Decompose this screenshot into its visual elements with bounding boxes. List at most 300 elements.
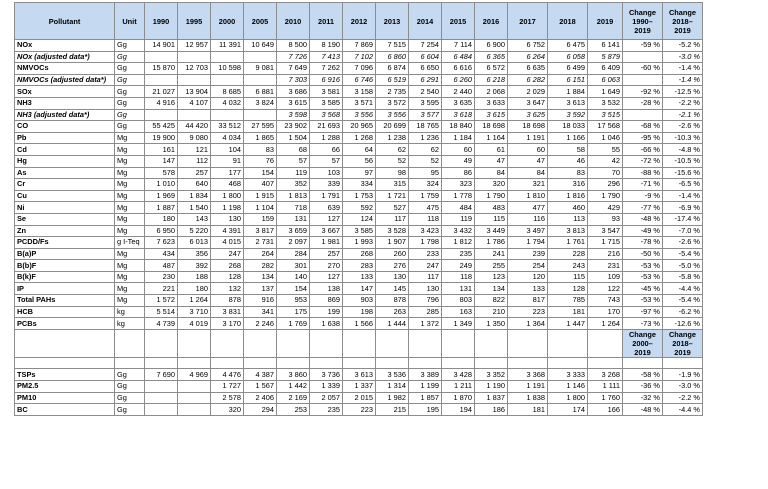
value-cell: 270: [310, 260, 343, 272]
value-cell: 10 598: [211, 63, 244, 75]
blank-cell: [409, 329, 442, 357]
value-cell: 255: [475, 260, 508, 272]
change-cell: -78 %: [623, 237, 663, 249]
value-cell: 1 444: [376, 318, 409, 330]
value-cell: 1 794: [508, 237, 548, 249]
table-row: [15, 260, 703, 272]
change-cell: -6.2 %: [663, 306, 703, 318]
value-cell: 592: [343, 202, 376, 214]
value-cell: 181: [548, 306, 588, 318]
value-cell: 2 246: [244, 318, 277, 330]
value-cell: 392: [178, 260, 211, 272]
value-cell: 13 904: [178, 86, 211, 98]
unit-cell: kg: [115, 306, 145, 318]
value-cell: 6 484: [442, 51, 475, 63]
value-cell: 282: [244, 260, 277, 272]
table-row: [15, 369, 703, 381]
unit-cell: Gg: [115, 86, 145, 98]
value-cell: 1 715: [588, 237, 623, 249]
value-cell: 8 685: [211, 86, 244, 98]
value-cell: 6 058: [548, 51, 588, 63]
value-cell: 953: [277, 295, 310, 307]
value-cell: 2 735: [376, 86, 409, 98]
value-cell: 10 649: [244, 40, 277, 52]
table-row: [15, 132, 703, 144]
unit-cell: Mg: [115, 202, 145, 214]
value-cell: 1 191: [508, 132, 548, 144]
header-change-2000-2019: Change 2000–2019: [623, 329, 663, 357]
value-cell: 6 572: [475, 63, 508, 75]
value-cell: 1 372: [409, 318, 442, 330]
table-row: [15, 86, 703, 98]
value-cell: 233: [409, 248, 442, 260]
blank-cell: [376, 329, 409, 357]
value-cell: 483: [475, 202, 508, 214]
change-cell: -5.8 %: [663, 271, 703, 283]
value-cell: 159: [244, 213, 277, 225]
change-cell: -5.0 %: [663, 260, 703, 272]
value-cell: 86: [442, 167, 475, 179]
value-cell: 4 107: [178, 97, 211, 109]
value-cell: 18 765: [409, 121, 442, 133]
value-cell: 6 141: [588, 40, 623, 52]
change-cell: -1.4 %: [663, 63, 703, 75]
value-cell: 55: [588, 144, 623, 156]
pollutant-cell: NOx (adjusted data*): [15, 51, 115, 63]
value-cell: 119: [442, 213, 475, 225]
value-cell: 285: [409, 306, 442, 318]
table-row: [15, 283, 703, 295]
value-cell: 235: [442, 248, 475, 260]
value-cell: 284: [277, 248, 310, 260]
blank-cell: [178, 329, 211, 357]
value-cell: 527: [376, 202, 409, 214]
value-cell: 15 870: [145, 63, 178, 75]
value-cell: 7 262: [310, 63, 343, 75]
value-cell: 2 440: [442, 86, 475, 98]
value-cell: 2 540: [409, 86, 442, 98]
value-cell: 9 081: [244, 63, 277, 75]
change-cell: -1.9 %: [663, 369, 703, 381]
table-row: [15, 225, 703, 237]
value-cell: 6 264: [508, 51, 548, 63]
change-cell: -6.9 %: [663, 202, 703, 214]
value-cell: 7 102: [343, 51, 376, 63]
value-cell: 130: [211, 213, 244, 225]
blank-cell: [211, 329, 244, 357]
change-cell: -49 %: [623, 225, 663, 237]
table-row: [15, 109, 703, 121]
value-cell: 4 034: [211, 132, 244, 144]
value-cell: 1 816: [548, 190, 588, 202]
value-cell: 55 425: [145, 121, 178, 133]
value-cell: [244, 109, 277, 121]
value-cell: 118: [442, 271, 475, 283]
value-cell: 1 447: [548, 318, 588, 330]
unit-cell: Mg: [115, 190, 145, 202]
header-year: 2018: [548, 3, 588, 40]
value-cell: 47: [508, 155, 548, 167]
pollutant-cell: Cd: [15, 144, 115, 156]
value-cell: 6 475: [548, 40, 588, 52]
value-cell: 6 499: [548, 63, 588, 75]
value-cell: 3 710: [178, 306, 211, 318]
value-cell: 112: [178, 155, 211, 167]
value-cell: 253: [277, 404, 310, 416]
value-cell: 177: [211, 167, 244, 179]
pollutant-cell: IP: [15, 283, 115, 295]
value-cell: 223: [508, 306, 548, 318]
value-cell: 260: [376, 248, 409, 260]
blank-cell: [623, 357, 663, 369]
value-cell: 1 442: [277, 381, 310, 393]
value-cell: 1 111: [588, 381, 623, 393]
value-cell: 216: [588, 248, 623, 260]
value-cell: 1 993: [343, 237, 376, 249]
value-cell: 1 791: [310, 190, 343, 202]
table-row: [15, 74, 703, 86]
value-cell: 6 881: [244, 86, 277, 98]
value-cell: 3 595: [409, 97, 442, 109]
pollutant-cell: Se: [15, 213, 115, 225]
header-year: 2000: [211, 3, 244, 40]
value-cell: 137: [244, 283, 277, 295]
change-cell: -71 %: [623, 179, 663, 191]
change-cell: -5.4 %: [663, 248, 703, 260]
value-cell: 113: [548, 213, 588, 225]
value-cell: 1 567: [244, 381, 277, 393]
value-cell: 1 104: [244, 202, 277, 214]
value-cell: 7 096: [343, 63, 376, 75]
header-change-2018-2019: Change 2018–2019: [663, 329, 703, 357]
value-cell: 115: [475, 213, 508, 225]
value-cell: 83: [244, 144, 277, 156]
change-cell: -17.4 %: [663, 213, 703, 225]
pollutant-cell: B(b)F: [15, 260, 115, 272]
value-cell: 316: [548, 179, 588, 191]
value-cell: 61: [475, 144, 508, 156]
value-cell: 1 572: [145, 295, 178, 307]
value-cell: 3 860: [277, 369, 310, 381]
value-cell: 127: [310, 271, 343, 283]
value-cell: 1 837: [475, 392, 508, 404]
value-cell: 869: [310, 295, 343, 307]
change-cell: -73 %: [623, 318, 663, 330]
value-cell: 6 260: [442, 74, 475, 86]
change-cell: -2.2 %: [663, 97, 703, 109]
value-cell: 1 790: [475, 190, 508, 202]
value-cell: 6 916: [310, 74, 343, 86]
value-cell: 276: [376, 260, 409, 272]
value-cell: 1 769: [277, 318, 310, 330]
blank-cell: [115, 329, 145, 357]
value-cell: 263: [376, 306, 409, 318]
value-cell: 3 532: [588, 97, 623, 109]
value-cell: 268: [343, 248, 376, 260]
value-cell: 5 220: [178, 225, 211, 237]
value-cell: 1 190: [475, 381, 508, 393]
value-cell: 70: [588, 167, 623, 179]
value-cell: 6 860: [376, 51, 409, 63]
value-cell: 49: [442, 155, 475, 167]
value-cell: 407: [244, 179, 277, 191]
value-cell: 161: [145, 144, 178, 156]
value-cell: [145, 404, 178, 416]
unit-cell: Mg: [115, 283, 145, 295]
header-year: 2014: [409, 3, 442, 40]
value-cell: 1 364: [508, 318, 548, 330]
value-cell: 1 264: [178, 295, 211, 307]
value-cell: 3 581: [310, 86, 343, 98]
value-cell: 3 449: [475, 225, 508, 237]
value-cell: 429: [588, 202, 623, 214]
value-cell: 120: [508, 271, 548, 283]
value-cell: 6 950: [145, 225, 178, 237]
value-cell: 434: [145, 248, 178, 260]
value-cell: [244, 74, 277, 86]
value-cell: 20 965: [343, 121, 376, 133]
value-cell: 133: [343, 271, 376, 283]
table-row: [15, 144, 703, 156]
value-cell: 3 585: [310, 97, 343, 109]
value-cell: 6 519: [376, 74, 409, 86]
pollutant-cell: TSPs: [15, 369, 115, 381]
value-cell: 6 650: [409, 63, 442, 75]
value-cell: 817: [508, 295, 548, 307]
value-cell: 7 254: [409, 40, 442, 52]
value-cell: 93: [588, 213, 623, 225]
value-cell: 4 387: [244, 369, 277, 381]
blank-cell: [277, 357, 310, 369]
value-cell: 52: [409, 155, 442, 167]
value-cell: 122: [588, 283, 623, 295]
value-cell: 1 812: [442, 237, 475, 249]
value-cell: 194: [442, 404, 475, 416]
table-row: [15, 179, 703, 191]
pollutant-cell: As: [15, 167, 115, 179]
change-cell: -3.0 %: [663, 51, 703, 63]
table-row: [15, 306, 703, 318]
value-cell: 1 211: [442, 381, 475, 393]
value-cell: 11 391: [211, 40, 244, 52]
header-year: 2011: [310, 3, 343, 40]
value-cell: 803: [442, 295, 475, 307]
value-cell: 283: [343, 260, 376, 272]
value-cell: 1 865: [244, 132, 277, 144]
change-cell: -92 %: [623, 86, 663, 98]
value-cell: 57: [277, 155, 310, 167]
value-cell: 3 736: [310, 369, 343, 381]
pollutant-cell: Ni: [15, 202, 115, 214]
value-cell: 639: [310, 202, 343, 214]
value-cell: 98: [376, 167, 409, 179]
value-cell: 143: [178, 213, 211, 225]
value-cell: 174: [548, 404, 588, 416]
change-cell: -58 %: [623, 369, 663, 381]
value-cell: [178, 381, 211, 393]
value-cell: 116: [508, 213, 548, 225]
value-cell: 1 800: [211, 190, 244, 202]
unit-cell: Mg: [115, 248, 145, 260]
value-cell: 58: [548, 144, 588, 156]
value-cell: 134: [475, 283, 508, 295]
value-cell: 3 432: [442, 225, 475, 237]
value-cell: 47: [475, 155, 508, 167]
value-cell: 3 568: [310, 109, 343, 121]
value-cell: 1 813: [277, 190, 310, 202]
value-cell: [145, 51, 178, 63]
value-cell: 12 703: [178, 63, 211, 75]
unit-cell: Mg: [115, 271, 145, 283]
value-cell: 138: [310, 283, 343, 295]
value-cell: 3 613: [343, 369, 376, 381]
value-cell: 257: [178, 167, 211, 179]
value-cell: 140: [277, 271, 310, 283]
value-cell: 17 568: [588, 121, 623, 133]
value-cell: 1 915: [244, 190, 277, 202]
pollutant-cell: Cr: [15, 179, 115, 191]
value-cell: 1 810: [508, 190, 548, 202]
value-cell: 1 164: [475, 132, 508, 144]
value-cell: 57: [310, 155, 343, 167]
unit-cell: Gg: [115, 392, 145, 404]
value-cell: 1 761: [548, 237, 588, 249]
value-cell: 3 423: [409, 225, 442, 237]
value-cell: 6 409: [588, 63, 623, 75]
change-cell: -2.6 %: [663, 237, 703, 249]
value-cell: 315: [376, 179, 409, 191]
value-cell: 796: [409, 295, 442, 307]
unit-cell: Mg: [115, 295, 145, 307]
unit-cell: Mg: [115, 144, 145, 156]
header-year: 2015: [442, 3, 475, 40]
value-cell: 3 572: [376, 97, 409, 109]
change-cell: -2.2 %: [663, 392, 703, 404]
value-cell: 3 528: [376, 225, 409, 237]
value-cell: 230: [145, 271, 178, 283]
value-cell: 4 019: [178, 318, 211, 330]
unit-cell: Gg: [115, 121, 145, 133]
value-cell: 2 029: [508, 86, 548, 98]
change-cell: -12.5 %: [663, 86, 703, 98]
value-cell: 44 420: [178, 121, 211, 133]
value-cell: 1 166: [548, 132, 588, 144]
blank-cell: [475, 357, 508, 369]
pollutant-cell: NOx: [15, 40, 115, 52]
value-cell: 254: [508, 260, 548, 272]
blank-cell: [663, 357, 703, 369]
value-cell: 12 957: [178, 40, 211, 52]
value-cell: [145, 381, 178, 393]
value-cell: 1 760: [588, 392, 623, 404]
unit-cell: Gg: [115, 109, 145, 121]
change-cell: -88 %: [623, 167, 663, 179]
value-cell: 249: [442, 260, 475, 272]
change-cell: -77 %: [623, 202, 663, 214]
value-cell: 4 969: [178, 369, 211, 381]
change-cell: -66 %: [623, 144, 663, 156]
value-cell: 3 158: [343, 86, 376, 98]
value-cell: 91: [211, 155, 244, 167]
value-cell: 6 874: [376, 63, 409, 75]
value-cell: 2 068: [475, 86, 508, 98]
blank-cell: [409, 357, 442, 369]
value-cell: 18 698: [475, 121, 508, 133]
value-cell: 243: [548, 260, 588, 272]
value-cell: 785: [548, 295, 588, 307]
value-cell: 1 721: [376, 190, 409, 202]
value-cell: 4 916: [145, 97, 178, 109]
value-cell: 181: [508, 404, 548, 416]
value-cell: 117: [409, 271, 442, 283]
unit-cell: Mg: [115, 179, 145, 191]
blank-cell: [343, 357, 376, 369]
pollutant-cell: NMVOCs: [15, 63, 115, 75]
value-cell: 1 314: [376, 381, 409, 393]
value-cell: 68: [277, 144, 310, 156]
value-cell: 223: [343, 404, 376, 416]
table-row: [15, 40, 703, 52]
change-cell: -4.4 %: [663, 404, 703, 416]
blank-cell: [588, 357, 623, 369]
value-cell: 6 151: [548, 74, 588, 86]
value-cell: 1 798: [409, 237, 442, 249]
pollutant-cell: NH3: [15, 97, 115, 109]
value-cell: 235: [310, 404, 343, 416]
value-cell: 163: [442, 306, 475, 318]
value-cell: 1 887: [145, 202, 178, 214]
value-cell: 1 638: [310, 318, 343, 330]
value-cell: 76: [244, 155, 277, 167]
unit-cell: Gg: [115, 404, 145, 416]
value-cell: 1 046: [588, 132, 623, 144]
value-cell: 1 566: [343, 318, 376, 330]
change-cell: -2.1 %: [663, 109, 703, 121]
unit-cell: Gg: [115, 369, 145, 381]
header-year: 1990: [145, 3, 178, 40]
value-cell: 131: [442, 283, 475, 295]
value-cell: 1 834: [178, 190, 211, 202]
blank-cell: [15, 329, 115, 357]
value-cell: 356: [178, 248, 211, 260]
value-cell: 46: [548, 155, 588, 167]
value-cell: 215: [376, 404, 409, 416]
header-change-1990-2019: Change 1990–2019: [623, 3, 663, 40]
blank-cell: [244, 357, 277, 369]
value-cell: 42: [588, 155, 623, 167]
value-cell: 14 901: [145, 40, 178, 52]
value-cell: 60: [442, 144, 475, 156]
value-cell: [211, 109, 244, 121]
value-cell: 6 746: [343, 74, 376, 86]
pollutant-cell: NH3 (adjusted data*): [15, 109, 115, 121]
blank-cell: [442, 357, 475, 369]
pollutant-cell: Pb: [15, 132, 115, 144]
unit-cell: Mg: [115, 260, 145, 272]
value-cell: 484: [442, 202, 475, 214]
unit-cell: Gg: [115, 51, 145, 63]
value-cell: [145, 392, 178, 404]
value-cell: 175: [277, 306, 310, 318]
change-cell: [623, 109, 663, 121]
value-cell: 3 389: [409, 369, 442, 381]
change-cell: -5.4 %: [663, 295, 703, 307]
value-cell: 3 598: [277, 109, 310, 121]
value-cell: 147: [343, 283, 376, 295]
change-cell: -48 %: [623, 213, 663, 225]
pollutant-cell: NMVOCs (adjusted data*): [15, 74, 115, 86]
change-cell: [623, 51, 663, 63]
